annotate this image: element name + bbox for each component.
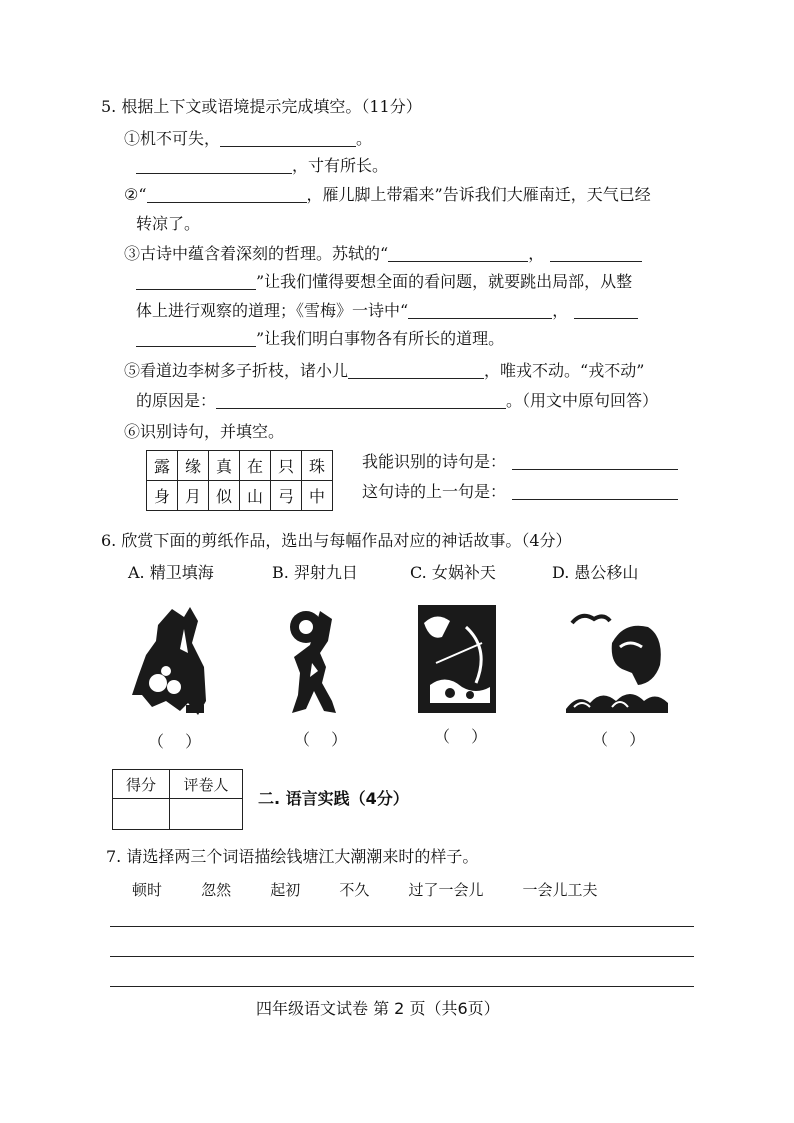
q5-item1-blank-b[interactable] <box>136 157 292 174</box>
q6-option-d: D. 愚公移山 <box>552 563 639 582</box>
section2-title: 二. 语言实践（4分） <box>258 789 409 808</box>
q5-item5-line2 <box>136 390 658 412</box>
word-option: 不久 <box>339 881 370 899</box>
previous-blank[interactable] <box>512 483 678 500</box>
grid-cell: 似 <box>209 481 240 511</box>
grid-cell: 真 <box>209 451 240 481</box>
grader-header: 评卷人 <box>170 770 243 799</box>
grid-cell: 月 <box>178 481 209 511</box>
q5-item3-comma-a: ， <box>528 244 545 263</box>
grid-cell: 在 <box>240 451 271 481</box>
answer-line-2[interactable] <box>110 956 694 957</box>
q7-title: 7. 请选择两三个词语描绘钱塘江大潮潮来时的样子。 <box>106 847 479 866</box>
q5-item3-blank-1[interactable] <box>388 245 528 262</box>
answer-paren-3[interactable]: （ ） <box>434 727 496 746</box>
q5-item3-comma-c: ， <box>552 301 569 320</box>
score-header: 得分 <box>113 770 170 799</box>
q5-item3-blank-3[interactable] <box>408 302 552 319</box>
poem-character-grid <box>146 450 333 511</box>
grid-cell: 中 <box>302 481 333 511</box>
q5-item1-line2 <box>136 155 388 177</box>
answer-paren-4[interactable]: （ ） <box>592 730 654 749</box>
grid-cell: 珠 <box>302 451 333 481</box>
q5-item1-text: ①机不可失， <box>124 129 221 148</box>
q5-item3-text-c: 体上进行观察的道理；《雪梅》一诗中“ <box>136 301 409 320</box>
grader-cell[interactable] <box>170 799 243 830</box>
q5-item5-blank-2[interactable] <box>216 392 506 409</box>
q5-item5-text-a: ⑤看道边李树多子折枝，诸小儿 <box>124 361 349 380</box>
q5-item6-title: ⑥识别诗句，并填空。 <box>124 422 285 441</box>
q5-title: 5. 根据上下文或语境提示完成填空。（11分） <box>101 97 422 116</box>
word-option: 起初 <box>270 881 301 899</box>
word-option: 顿时 <box>132 881 163 899</box>
grid-cell: 露 <box>147 451 178 481</box>
previous-label: 这句诗的上一句是： <box>362 482 507 501</box>
q5-item3-line3 <box>136 300 638 322</box>
q5-item5-text-b: 的原因是： <box>136 391 217 410</box>
answer-paren-2[interactable]: （ ） <box>294 730 356 749</box>
recognize-blank[interactable] <box>512 453 678 470</box>
papercut-bird-over-waves-icon <box>564 603 672 715</box>
q5-item3-text-a: ③古诗中蕴含着深刻的哲理。苏轼的“ <box>124 244 389 263</box>
grid-row-1 <box>147 451 333 481</box>
grid-cell: 身 <box>147 481 178 511</box>
word-option: 忽然 <box>201 881 232 899</box>
recognize-line <box>362 451 678 473</box>
papercut-figure-holding-stone-icon <box>284 605 346 717</box>
q5-item3-blank-4a[interactable] <box>574 302 638 319</box>
q6-option-a: A. 精卫填海 <box>128 563 214 582</box>
grid-cell: 缘 <box>178 451 209 481</box>
q5-item1-blank-a[interactable] <box>220 130 356 147</box>
papercut-figure-carrying-icon <box>128 603 216 721</box>
grid-cell: 只 <box>271 451 302 481</box>
q5-item2-line1 <box>124 184 651 206</box>
q6-title: 6. 欣赏下面的剪纸作品，选出与每幅作品对应的神话故事。（4分） <box>101 531 572 550</box>
grid-row-2 <box>147 481 333 511</box>
score-cell[interactable] <box>113 799 170 830</box>
answer-line-3[interactable] <box>110 986 694 987</box>
q5-item5-text-b-end: 。（用文中原句回答） <box>506 391 659 410</box>
q5-item3-line2 <box>136 271 632 293</box>
previous-line <box>362 481 678 503</box>
recognize-label: 我能识别的诗句是： <box>362 452 507 471</box>
score-table <box>112 769 243 830</box>
word-option: 过了一会儿 <box>408 881 484 899</box>
q5-item5-text-a-end: ，唯戎不动。“戎不动” <box>484 361 645 380</box>
q5-item2-blank[interactable] <box>147 186 307 203</box>
q5-item1-text-b: ，寸有所长。 <box>292 156 389 175</box>
q5-item5-line1 <box>124 360 644 382</box>
answer-line-1[interactable] <box>110 926 694 927</box>
grid-cell: 弓 <box>271 481 302 511</box>
q7-word-bank <box>132 879 632 901</box>
answer-paren-1[interactable]: （ ） <box>148 732 210 751</box>
q5-item1-line1 <box>124 128 372 150</box>
q5-item2-text: ，雁儿脚上带霜来”告诉我们大雁南迁，天气已经 <box>306 185 651 204</box>
q5-item3-line1 <box>124 243 642 265</box>
q5-item2-line2: 转凉了。 <box>136 214 201 233</box>
papercut-archer-icon <box>416 603 498 715</box>
q6-option-b: B. 羿射九日 <box>272 563 358 582</box>
q6-option-c: C. 女娲补天 <box>410 563 496 582</box>
page-footer: 四年级语文试卷 第 2 页（共6页） <box>256 999 500 1018</box>
q5-item3-line4 <box>136 328 504 350</box>
q5-item3-blank-2a[interactable] <box>550 245 642 262</box>
q5-item2-open: ②“ <box>124 185 147 204</box>
q5-item5-blank-1[interactable] <box>348 362 484 379</box>
q5-item1-end: 。 <box>356 129 373 148</box>
grid-cell: 山 <box>240 481 271 511</box>
q5-item3-blank-2b[interactable] <box>136 273 256 290</box>
word-option: 一会儿工夫 <box>522 881 598 899</box>
q5-item3-blank-4b[interactable] <box>136 330 256 347</box>
q5-item3-text-d: ”让我们明白事物各有所长的道理。 <box>256 329 505 348</box>
q5-item3-text-b: ”让我们懂得要想全面的看问题，就要跳出局部，从整 <box>256 272 633 291</box>
